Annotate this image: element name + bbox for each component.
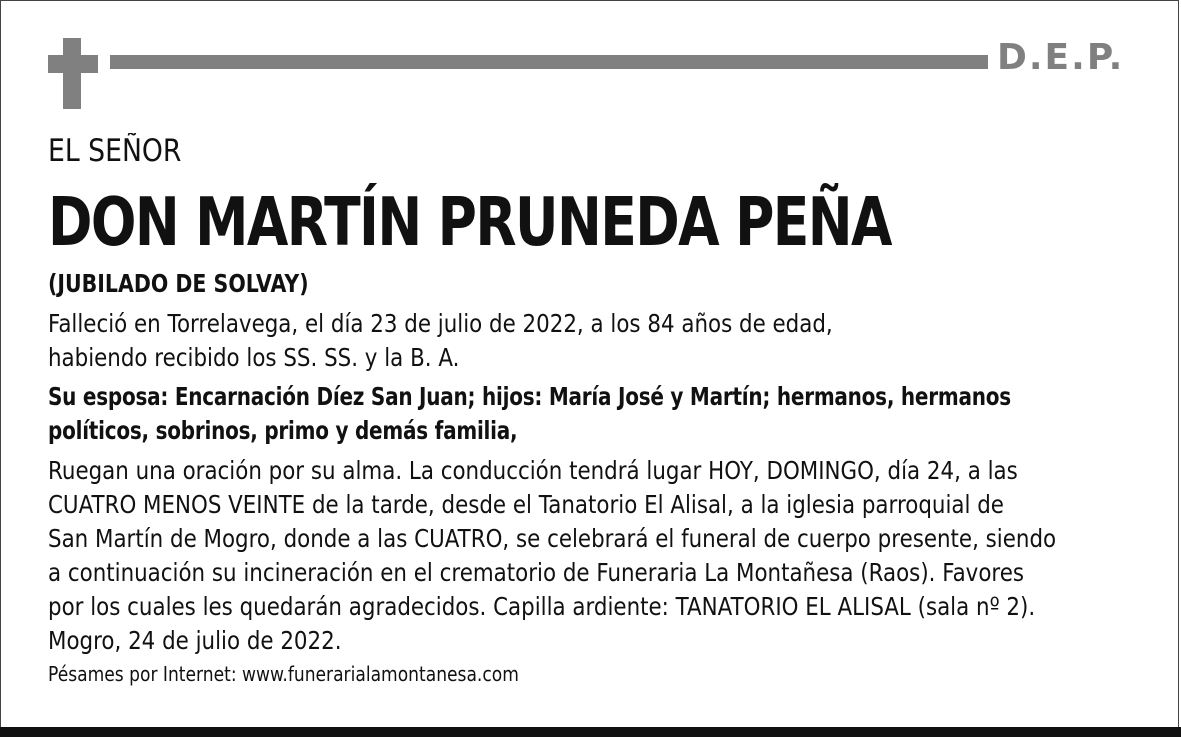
ceremony-line: Ruegan una oración por su alma. La conducción tendrá lugar HOY, DOMINGO, día 24, a las [48, 456, 1018, 485]
place-date: Mogro, 24 de julio de 2022. [48, 626, 342, 655]
family-line: políticos, sobrinos, primo y demás familia, [48, 416, 518, 445]
death-notice [48, 307, 833, 375]
death-notice-line: habiendo recibido los SS. SS. y la B. A. [48, 343, 460, 372]
cross-icon [63, 38, 81, 109]
dep-label: D.E.P. [997, 37, 1125, 78]
deceased-occupation: (JUBILADO DE SOLVAY) [48, 269, 309, 298]
ceremony-details [48, 454, 1056, 624]
ceremony-line: CUATRO MENOS VEINTE de la tarde, desde el Tanatorio El Alisal, a la iglesia parroquial de [48, 490, 1004, 519]
deceased-prefix: EL SEÑOR [48, 133, 182, 169]
deceased-name: DON MARTÍN PRUNEDA PEÑA [48, 183, 891, 261]
condolences-link[interactable]: Pésames por Internet: www.funerarialamontanesa.com [48, 662, 519, 686]
cross-icon-arm [48, 55, 98, 73]
ceremony-line: a continuación su incineración en el crematorio de Funeraria La Montañesa (Raos). Favores [48, 558, 1025, 587]
family-list [48, 380, 1011, 448]
bottom-border [0, 727, 1181, 737]
ceremony-line: San Martín de Mogro, donde a las CUATRO, se celebrará el funeral de cuerpo presente, siendo [48, 524, 1057, 553]
header-rule [110, 55, 988, 69]
death-notice-line: Falleció en Torrelavega, el día 23 de julio de 2022, a los 84 años de edad, [48, 309, 833, 338]
family-line: Su esposa: Encarnación Díez San Juan; hijos: María José y Martín; hermanos, hermanos [48, 382, 1011, 411]
ceremony-line: por los cuales les quedarán agradecidos. Capilla ardiente: TANATORIO EL ALISAL (sala nº 2). [48, 592, 1036, 621]
